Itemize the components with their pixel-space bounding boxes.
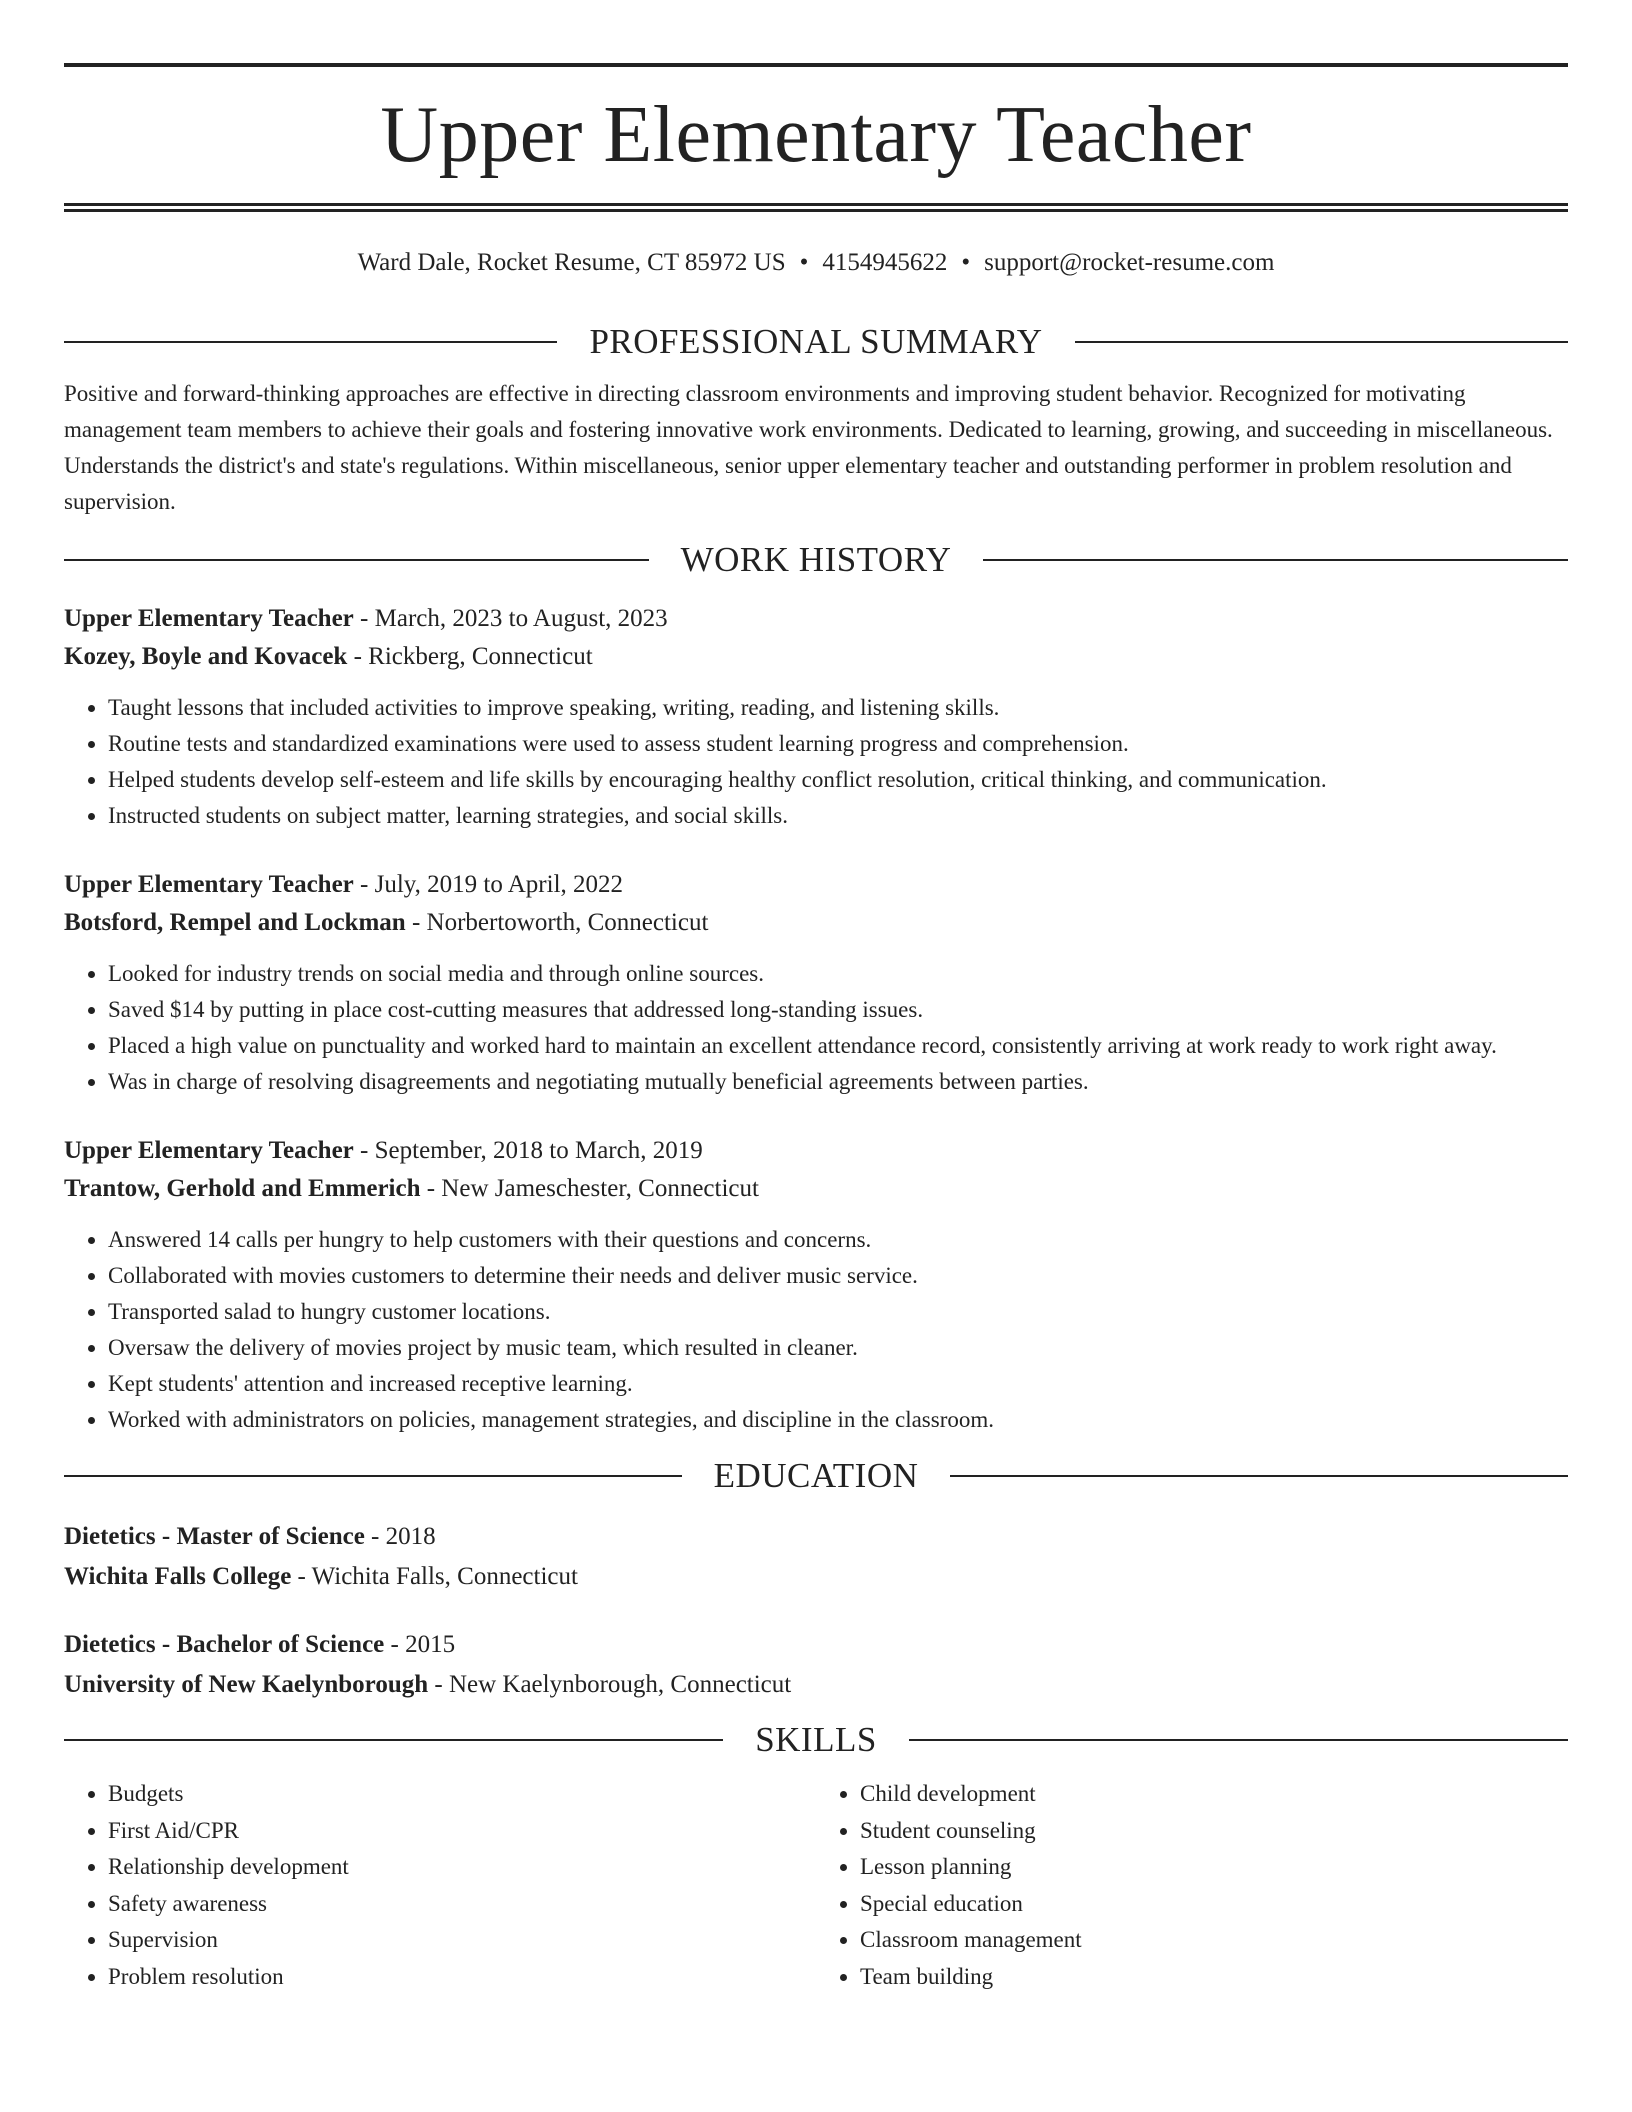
school-name: University of New Kaelynborough bbox=[64, 1671, 429, 1698]
section-rule-left bbox=[64, 341, 557, 343]
list-item: • Collaborated with movies customers to determine their needs and deliver music service. bbox=[108, 1258, 1568, 1294]
job-bullets bbox=[64, 690, 1568, 834]
education-entry bbox=[64, 1626, 1568, 1704]
skills-column-right bbox=[816, 1776, 1568, 1995]
list-item: • Oversaw the delivery of movies project by music team, which resulted in cleaner. bbox=[108, 1330, 1568, 1366]
list-item: • Was in charge of resolving disagreements and negotiating mutually beneficial agreements between parties. bbox=[108, 1064, 1568, 1100]
contact-line bbox=[64, 248, 1568, 278]
skill-item: • Child development bbox=[860, 1776, 1568, 1813]
list-item: • Routine tests and standardized examinations were used to assess student learning progress and comprehension. bbox=[108, 726, 1568, 762]
school-line bbox=[64, 1666, 1568, 1704]
school-name: Wichita Falls College bbox=[64, 1563, 292, 1590]
contact-separator: • bbox=[961, 249, 971, 276]
job-company: Trantow, Gerhold and Emmerich bbox=[64, 1175, 421, 1202]
job-title: Upper Elementary Teacher bbox=[64, 871, 354, 898]
list-item: • Looked for industry trends on social media and through online sources. bbox=[108, 956, 1568, 992]
section-rule-left bbox=[64, 1739, 723, 1741]
skill-item: • Lesson planning bbox=[860, 1849, 1568, 1886]
job-company: Kozey, Boyle and Kovacek bbox=[64, 643, 348, 670]
job-company-line bbox=[64, 638, 1568, 676]
skill-item: • Problem resolution bbox=[108, 1959, 816, 1996]
section-rule-left bbox=[64, 559, 649, 561]
skill-item: • Budgets bbox=[108, 1776, 816, 1813]
job-bullets bbox=[64, 1222, 1568, 1438]
degree: Dietetics - Bachelor of Science bbox=[64, 1631, 385, 1658]
list-item: • Saved $14 by putting in place cost-cutting measures that addressed long-standing issues. bbox=[108, 992, 1568, 1028]
job-dates: - March, 2023 to August, 2023 bbox=[353, 605, 668, 632]
school-line bbox=[64, 1558, 1568, 1596]
job-entry bbox=[64, 1132, 1568, 1438]
job-dates: - September, 2018 to March, 2019 bbox=[353, 1137, 703, 1164]
list-item: • Placed a high value on punctuality and worked hard to maintain an excellent attendance record, consistently arriving at work ready to work right away. bbox=[108, 1028, 1568, 1064]
top-divider bbox=[64, 63, 1568, 67]
degree: Dietetics - Master of Science bbox=[64, 1523, 365, 1550]
degree-line bbox=[64, 1626, 1568, 1664]
summary-paragraph: Positive and forward-thinking approaches are effective in directing classroom environments and improving student behavior. Recognized for motivating management team members to achieve their goals and fostering innovative work environments. Dedicated to learning, growing, and succeeding in miscellaneous. Understands the district's and state's regulations. Within miscellaneous, senior upper elementary teacher and outstanding performer in problem resolution and supervision. bbox=[64, 381, 1553, 514]
section-title: SKILLS bbox=[755, 1720, 877, 1759]
job-location: - Rickberg, Connecticut bbox=[347, 643, 593, 670]
school-location: - New Kaelynborough, Connecticut bbox=[428, 1671, 792, 1698]
section-rule-right bbox=[950, 1475, 1568, 1477]
section-heading-summary bbox=[64, 322, 1568, 362]
contact-email: support@rocket-resume.com bbox=[984, 249, 1275, 276]
contact-address: Ward Dale, Rocket Resume, CT 85972 US bbox=[357, 249, 786, 276]
job-entry bbox=[64, 866, 1568, 1100]
skill-item: • Supervision bbox=[108, 1922, 816, 1959]
list-item: • Helped students develop self-esteem and life skills by encouraging healthy conflict resolution, critical thinking, and communication. bbox=[108, 762, 1568, 798]
list-item: • Worked with administrators on policies, management strategies, and discipline in the classroom. bbox=[108, 1402, 1568, 1438]
skills-grid bbox=[64, 1776, 1568, 1995]
skill-item: • Special education bbox=[860, 1886, 1568, 1923]
section-title: EDUCATION bbox=[713, 1456, 919, 1495]
section-heading-skills bbox=[64, 1720, 1568, 1760]
job-title: Upper Elementary Teacher bbox=[64, 1137, 354, 1164]
list-item: • Taught lessons that included activities to improve speaking, writing, reading, and listening skills. bbox=[108, 690, 1568, 726]
job-location: - New Jameschester, Connecticut bbox=[420, 1175, 759, 1202]
job-company-line bbox=[64, 904, 1568, 942]
title-double-divider bbox=[64, 203, 1568, 212]
list-item: • Kept students' attention and increased receptive learning. bbox=[108, 1366, 1568, 1402]
job-company-line bbox=[64, 1170, 1568, 1208]
job-title-line bbox=[64, 866, 1568, 904]
section-heading-work-history bbox=[64, 540, 1568, 580]
section-title: PROFESSIONAL SUMMARY bbox=[589, 322, 1043, 361]
section-rule-right bbox=[983, 559, 1568, 561]
skill-item: • Relationship development bbox=[108, 1849, 816, 1886]
section-title: WORK HISTORY bbox=[680, 540, 952, 579]
skill-item: • Student counseling bbox=[860, 1813, 1568, 1850]
job-title: Upper Elementary Teacher bbox=[64, 605, 354, 632]
contact-separator: • bbox=[799, 249, 809, 276]
education-entry bbox=[64, 1518, 1568, 1596]
skill-item: • Team building bbox=[860, 1959, 1568, 1996]
school-location: - Wichita Falls, Connecticut bbox=[291, 1563, 578, 1590]
resume-title: Upper Elementary Teacher bbox=[380, 91, 1252, 179]
section-heading-education bbox=[64, 1456, 1568, 1496]
list-item: • Answered 14 calls per hungry to help customers with their questions and concerns. bbox=[108, 1222, 1568, 1258]
job-title-line bbox=[64, 1132, 1568, 1170]
skill-item: • Safety awareness bbox=[108, 1886, 816, 1923]
skills-column-left bbox=[64, 1776, 816, 1995]
degree-year: - 2015 bbox=[384, 1631, 456, 1658]
section-rule-left bbox=[64, 1475, 682, 1477]
job-bullets bbox=[64, 956, 1568, 1100]
contact-phone: 4154945622 bbox=[822, 249, 948, 276]
job-entry bbox=[64, 600, 1568, 834]
skill-item: • Classroom management bbox=[860, 1922, 1568, 1959]
job-company: Botsford, Rempel and Lockman bbox=[64, 909, 406, 936]
degree-line bbox=[64, 1518, 1568, 1556]
job-location: - Norbertoworth, Connecticut bbox=[405, 909, 709, 936]
job-dates: - July, 2019 to April, 2022 bbox=[353, 871, 624, 898]
list-item: • Instructed students on subject matter, learning strategies, and social skills. bbox=[108, 798, 1568, 834]
degree-year: - 2018 bbox=[364, 1523, 436, 1550]
section-rule-right bbox=[1075, 341, 1568, 343]
list-item: • Transported salad to hungry customer locations. bbox=[108, 1294, 1568, 1330]
job-title-line bbox=[64, 600, 1568, 638]
skill-item: • First Aid/CPR bbox=[108, 1813, 816, 1850]
section-rule-right bbox=[909, 1739, 1568, 1741]
